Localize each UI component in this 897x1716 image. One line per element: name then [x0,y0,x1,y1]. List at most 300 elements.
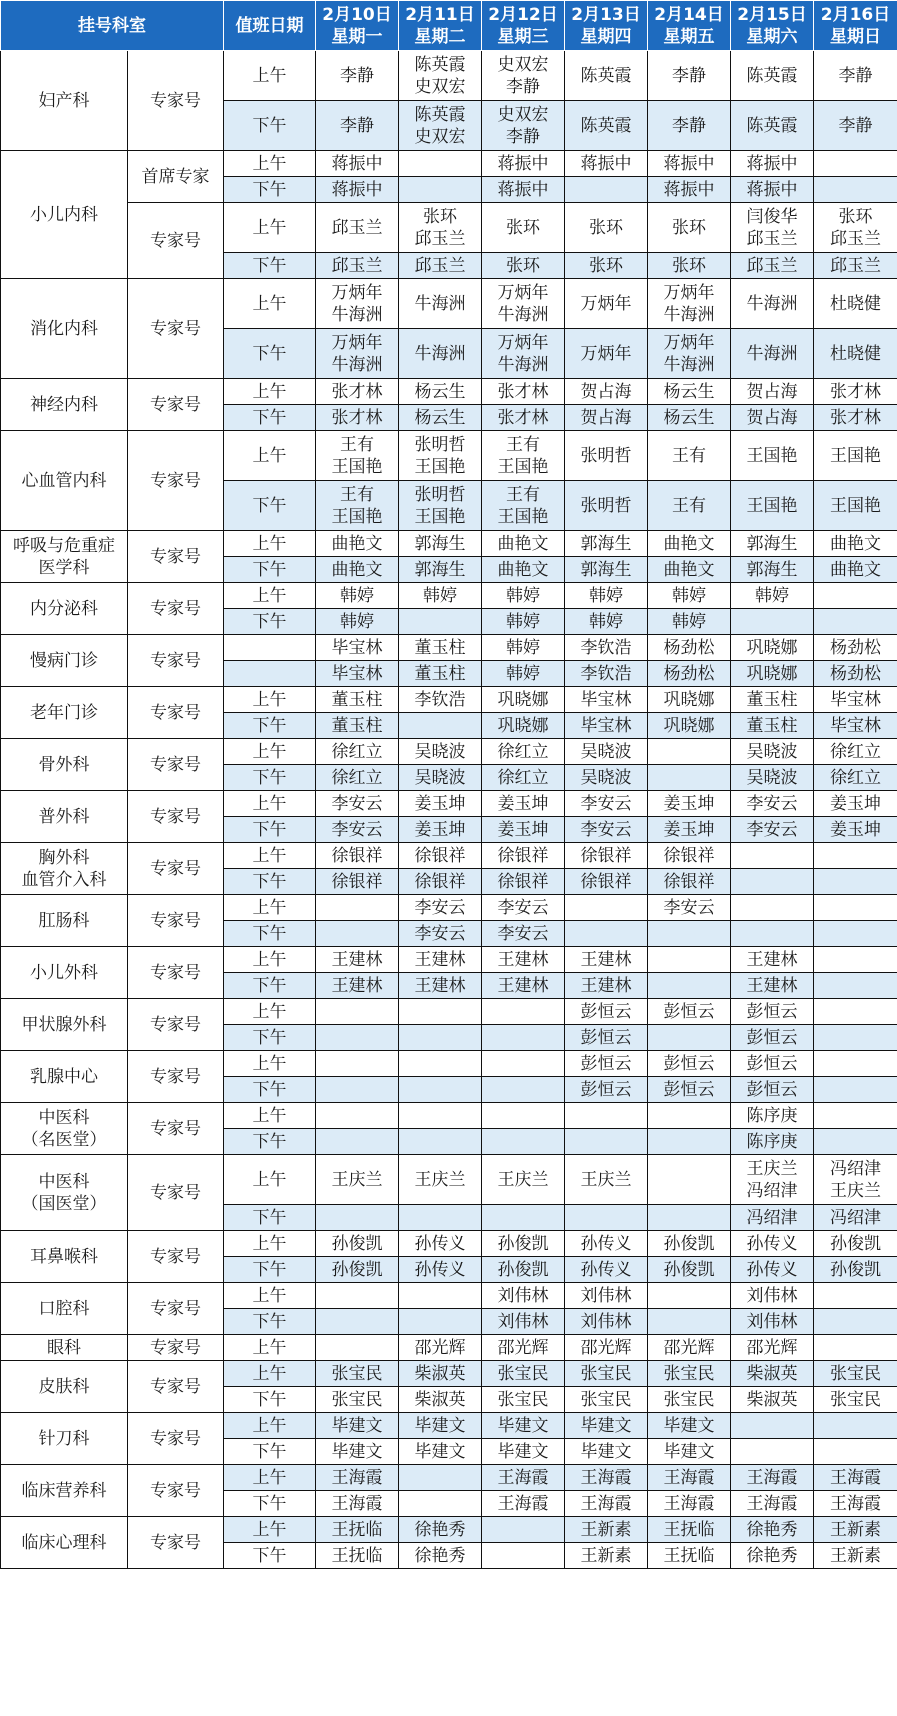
doctor-cell: 韩婷 [565,609,648,635]
doctor-cell: 孙俊凯 [648,1231,731,1257]
doctor-cell [482,1051,565,1077]
doctor-cell: 万炳年 牛海洲 [482,279,565,329]
doctor-cell: 万炳年 [565,279,648,329]
doctor-cell: 毕建文 [399,1439,482,1465]
day-header [482,1,565,51]
doctor-cell: 王建林 [731,947,814,973]
doctor-cell: 贺占海 [731,379,814,405]
doctor-cell: 王海霞 [565,1491,648,1517]
dept-name: 肛肠科 [1,895,128,947]
doctor-cell: 王有 王国艳 [482,481,565,531]
doctor-cell [731,1439,814,1465]
table-row [1,1413,897,1439]
doctor-cell: 王抚临 [316,1543,399,1569]
doctor-cell [648,1025,731,1051]
doctor-cell: 杨云生 [399,379,482,405]
dept-name: 小儿外科 [1,947,128,999]
doctor-cell: 孙传义 [399,1231,482,1257]
doctor-cell: 王建林 [316,947,399,973]
doctor-cell: 张宝民 [482,1361,565,1387]
doctor-cell: 杨劲松 [648,661,731,687]
day-header [648,1,731,51]
doctor-cell: 徐红立 [316,739,399,765]
schedule-body [1,51,897,1569]
doctor-cell: 董玉柱 [399,635,482,661]
doctor-cell [399,1129,482,1155]
period-cell: 下午 [224,405,316,431]
clinic-type: 专家号 [128,1361,224,1413]
day-weekday: 星期六 [746,26,798,47]
doctor-cell: 陈序庚 [731,1103,814,1129]
doctor-cell: 邱玉兰 [316,203,399,253]
doctor-cell [316,1025,399,1051]
doctor-cell: 姜玉坤 [648,817,731,843]
doctor-cell: 徐红立 [316,765,399,791]
doctor-cell: 蒋振中 [482,151,565,177]
doctor-cell [731,895,814,921]
doctor-cell: 张环 [565,253,648,279]
doctor-cell: 邵光辉 [482,1335,565,1361]
doctor-cell: 曲艳文 [814,531,897,557]
doctor-cell: 郭海生 [399,557,482,583]
doctor-cell: 韩婷 [316,609,399,635]
doctor-cell [482,1517,565,1543]
doctor-cell: 姜玉坤 [482,791,565,817]
doctor-cell: 孙传义 [399,1257,482,1283]
dept-name: 针刀科 [1,1413,128,1465]
doctor-cell: 王国艳 [731,481,814,531]
dept-name: 耳鼻喉科 [1,1231,128,1283]
doctor-cell [814,583,897,609]
doctor-cell: 邵光辉 [731,1335,814,1361]
table-row [1,895,897,921]
doctor-cell: 张环 [482,253,565,279]
doctor-cell: 李安云 [565,817,648,843]
doctor-cell: 王庆兰 [565,1155,648,1205]
doctor-cell: 杨劲松 [648,635,731,661]
period-cell: 下午 [224,1491,316,1517]
doctor-cell: 徐银祥 [399,869,482,895]
doctor-cell: 蒋振中 [565,151,648,177]
period-cell: 上午 [224,203,316,253]
clinic-type: 专家号 [128,51,224,151]
doctor-cell [316,1051,399,1077]
doctor-cell: 毕建文 [316,1439,399,1465]
doctor-cell: 万炳年 牛海洲 [316,279,399,329]
doctor-cell [565,921,648,947]
doctor-cell: 王海霞 [731,1491,814,1517]
doctor-cell: 蒋振中 [316,177,399,203]
day-header [399,1,482,51]
doctor-cell [648,1205,731,1231]
doctor-cell: 王庆兰 [399,1155,482,1205]
doctor-cell [565,1129,648,1155]
table-row [1,1465,897,1491]
doctor-cell: 邱玉兰 [399,253,482,279]
doctor-cell: 王新素 [814,1543,897,1569]
doctor-cell: 韩婷 [482,635,565,661]
doctor-cell [814,1077,897,1103]
doctor-cell: 张才林 [814,379,897,405]
table-row [1,791,897,817]
period-cell: 下午 [224,1257,316,1283]
doctor-cell [399,1205,482,1231]
doctor-cell: 万炳年 [565,329,648,379]
doctor-cell: 邱玉兰 [814,253,897,279]
doctor-cell: 牛海洲 [399,279,482,329]
doctor-cell: 毕建文 [482,1413,565,1439]
doctor-cell: 王新素 [565,1543,648,1569]
dept-name: 中医科 （国医堂） [1,1155,128,1231]
doctor-cell: 郭海生 [731,531,814,557]
doctor-cell: 张明哲 [565,481,648,531]
doctor-cell: 郭海生 [565,531,648,557]
doctor-cell [482,1025,565,1051]
doctor-cell: 韩婷 [482,661,565,687]
doctor-cell [814,999,897,1025]
doctor-cell: 贺占海 [731,405,814,431]
doctor-cell: 孙俊凯 [482,1231,565,1257]
doctor-cell: 蒋振中 [648,177,731,203]
doctor-cell: 毕建文 [482,1439,565,1465]
doctor-cell: 刘伟林 [565,1283,648,1309]
doctor-cell: 柴淑英 [399,1387,482,1413]
doctor-cell: 李安云 [648,895,731,921]
doctor-cell: 张宝民 [814,1361,897,1387]
day-date: 2月13日 [571,4,641,25]
clinic-type: 专家号 [128,1103,224,1155]
doctor-cell [648,739,731,765]
doctor-cell [814,895,897,921]
dept-name: 胸外科 血管介入科 [1,843,128,895]
doctor-cell [482,1103,565,1129]
doctor-cell [565,895,648,921]
doctor-cell: 孙俊凯 [316,1257,399,1283]
doctor-cell: 张宝民 [482,1387,565,1413]
doctor-cell: 徐银祥 [565,843,648,869]
doctor-cell: 吴晓波 [565,739,648,765]
doctor-cell: 彭恒云 [731,999,814,1025]
doctor-cell: 郭海生 [565,557,648,583]
doctor-cell: 郭海生 [731,557,814,583]
doctor-cell: 董玉柱 [731,713,814,739]
doctor-cell: 孙俊凯 [482,1257,565,1283]
doctor-cell: 王海霞 [316,1465,399,1491]
doctor-cell: 彭恒云 [731,1077,814,1103]
doctor-cell: 王建林 [399,973,482,999]
doctor-cell: 李安云 [399,921,482,947]
period-cell: 上午 [224,279,316,329]
period-cell: 上午 [224,1155,316,1205]
doctor-cell: 蒋振中 [731,151,814,177]
doctor-cell: 刘伟林 [731,1283,814,1309]
clinic-type: 专家号 [128,203,224,279]
doctor-cell: 张环 邱玉兰 [399,203,482,253]
doctor-cell [814,1283,897,1309]
doctor-cell: 李安云 [316,791,399,817]
period-cell: 下午 [224,765,316,791]
doctor-cell: 王抚临 [648,1543,731,1569]
dept-name: 口腔科 [1,1283,128,1335]
doctor-cell: 巩晓娜 [731,635,814,661]
doctor-cell: 姜玉坤 [399,791,482,817]
doctor-cell: 董玉柱 [399,661,482,687]
doctor-cell: 李安云 [731,791,814,817]
doctor-cell: 彭恒云 [565,1051,648,1077]
doctor-cell: 孙传义 [565,1257,648,1283]
doctor-cell [316,1335,399,1361]
doctor-cell: 张宝民 [648,1361,731,1387]
doctor-cell: 董玉柱 [316,687,399,713]
doctor-cell [814,609,897,635]
dept-name: 呼吸与危重症 医学科 [1,531,128,583]
doctor-cell: 徐银祥 [482,869,565,895]
day-date: 2月15日 [737,4,807,25]
table-row [1,999,897,1025]
doctor-cell: 冯绍津 [814,1205,897,1231]
doctor-cell: 陈英霞 [565,101,648,151]
table-row [1,203,897,253]
doctor-cell: 王建林 [316,973,399,999]
doctor-cell: 杨劲松 [814,661,897,687]
doctor-cell: 徐银祥 [316,869,399,895]
doctor-cell: 毕建文 [399,1413,482,1439]
doctor-cell: 韩婷 [731,583,814,609]
doctor-cell [316,1103,399,1129]
doctor-cell [814,1129,897,1155]
doctor-cell: 刘伟林 [731,1309,814,1335]
doctor-cell: 曲艳文 [316,531,399,557]
doctor-cell: 巩晓娜 [482,713,565,739]
doctor-cell: 毕建文 [316,1413,399,1439]
doctor-cell: 徐银祥 [399,843,482,869]
doctor-cell: 徐艳秀 [399,1517,482,1543]
doctor-cell: 王庆兰 [482,1155,565,1205]
doctor-cell [316,921,399,947]
doctor-cell: 刘伟林 [565,1309,648,1335]
doctor-cell [814,1103,897,1129]
dept-name: 甲状腺外科 [1,999,128,1051]
doctor-cell: 李钦浩 [565,661,648,687]
doctor-cell [648,765,731,791]
doctor-cell: 王建林 [565,947,648,973]
doctor-cell: 李安云 [399,895,482,921]
doctor-cell: 王庆兰 冯绍津 [731,1155,814,1205]
clinic-type: 专家号 [128,739,224,791]
dept-name: 中医科 （名医堂） [1,1103,128,1155]
doctor-cell: 万炳年 牛海洲 [316,329,399,379]
doctor-cell: 李安云 [731,817,814,843]
period-cell: 上午 [224,1051,316,1077]
day-date: 2月11日 [405,4,475,25]
doctor-cell [316,1077,399,1103]
period-cell: 上午 [224,791,316,817]
period-cell: 上午 [224,51,316,101]
doctor-cell: 王海霞 [648,1491,731,1517]
doctor-cell: 彭恒云 [731,1051,814,1077]
doctor-cell: 蒋振中 [648,151,731,177]
clinic-type: 专家号 [128,843,224,895]
doctor-cell: 曲艳文 [648,531,731,557]
doctor-cell [316,895,399,921]
doctor-cell: 杨云生 [648,405,731,431]
doctor-cell: 王国艳 [814,481,897,531]
dept-name: 心血管内科 [1,431,128,531]
clinic-type: 专家号 [128,531,224,583]
doctor-cell: 陈英霞 史双宏 [399,51,482,101]
doctor-cell: 李静 [814,51,897,101]
doctor-cell: 王有 [648,481,731,531]
period-cell: 下午 [224,1387,316,1413]
doctor-cell [731,843,814,869]
doctor-cell [316,1283,399,1309]
doctor-cell [814,1439,897,1465]
doctor-cell [814,1025,897,1051]
doctor-cell: 王海霞 [814,1465,897,1491]
doctor-cell: 王抚临 [648,1517,731,1543]
doctor-cell: 闫俊华 邱玉兰 [731,203,814,253]
table-row [1,1103,897,1129]
doctor-cell: 彭恒云 [648,1051,731,1077]
doctor-cell: 吴晓波 [731,739,814,765]
doctor-cell: 张环 [482,203,565,253]
doctor-cell: 巩晓娜 [731,661,814,687]
doctor-cell [731,869,814,895]
doctor-cell [814,869,897,895]
doctor-cell [814,177,897,203]
table-row [1,583,897,609]
doctor-cell: 张环 邱玉兰 [814,203,897,253]
period-cell: 上午 [224,531,316,557]
doctor-cell: 巩晓娜 [482,687,565,713]
doctor-cell: 牛海洲 [731,329,814,379]
doctor-cell [399,177,482,203]
doctor-cell: 韩婷 [648,609,731,635]
doctor-cell: 孙传义 [565,1231,648,1257]
doctor-cell: 王建林 [399,947,482,973]
doctor-cell [482,1129,565,1155]
doctor-cell: 徐艳秀 [731,1543,814,1569]
doctor-cell [399,713,482,739]
period-cell: 上午 [224,687,316,713]
day-header [565,1,648,51]
doctor-cell: 王海霞 [731,1465,814,1491]
period-cell: 上午 [224,1231,316,1257]
doctor-cell [648,1155,731,1205]
doctor-cell: 毕宝林 [316,635,399,661]
doctor-cell: 彭恒云 [648,999,731,1025]
doctor-cell: 王新素 [565,1517,648,1543]
doctor-cell: 孙俊凯 [648,1257,731,1283]
doctor-cell [482,1205,565,1231]
period-cell: 上午 [224,843,316,869]
doctor-cell: 王海霞 [482,1491,565,1517]
clinic-type: 专家号 [128,999,224,1051]
doctor-cell: 曲艳文 [482,557,565,583]
doctor-cell: 韩婷 [648,583,731,609]
doctor-cell: 彭恒云 [565,1077,648,1103]
period-cell: 下午 [224,921,316,947]
clinic-type: 专家号 [128,379,224,431]
table-row [1,1283,897,1309]
doctor-cell: 孙俊凯 [814,1257,897,1283]
clinic-type: 专家号 [128,947,224,999]
doctor-cell [482,1543,565,1569]
doctor-cell: 姜玉坤 [648,791,731,817]
doctor-cell [399,1103,482,1129]
doctor-cell: 徐银祥 [482,843,565,869]
doctor-cell: 张宝民 [565,1361,648,1387]
day-weekday: 星期日 [830,26,881,47]
doctor-cell [316,1309,399,1335]
doctor-cell: 王庆兰 [316,1155,399,1205]
period-cell: 上午 [224,1103,316,1129]
doctor-cell: 张宝民 [648,1387,731,1413]
doctor-cell [565,177,648,203]
day-date: 2月12日 [488,4,558,25]
doctor-cell: 毕宝林 [814,687,897,713]
doctor-cell: 吴晓波 [565,765,648,791]
doctor-cell [648,1103,731,1129]
doctor-cell: 李安云 [482,921,565,947]
table-row [1,739,897,765]
clinic-type: 专家号 [128,1231,224,1283]
doctor-cell: 王海霞 [814,1491,897,1517]
doctor-cell: 陈英霞 [731,51,814,101]
doctor-cell: 韩婷 [482,583,565,609]
doctor-cell: 吴晓波 [731,765,814,791]
doctor-cell: 姜玉坤 [399,817,482,843]
doctor-cell: 李静 [648,101,731,151]
day-date: 2月14日 [654,4,724,25]
clinic-type: 专家号 [128,1335,224,1361]
doctor-cell: 王建林 [565,973,648,999]
doctor-cell: 毕建文 [565,1439,648,1465]
doctor-cell: 邱玉兰 [316,253,399,279]
dept-name: 消化内科 [1,279,128,379]
doctor-cell [648,1283,731,1309]
period-cell: 下午 [224,177,316,203]
period-cell: 下午 [224,253,316,279]
period-cell: 下午 [224,713,316,739]
period-cell: 下午 [224,1543,316,1569]
clinic-type: 专家号 [128,895,224,947]
clinic-type: 专家号 [128,279,224,379]
doctor-cell [814,843,897,869]
doctor-cell: 邱玉兰 [731,253,814,279]
period-cell [224,635,316,661]
dept-name: 慢病门诊 [1,635,128,687]
doctor-cell: 徐红立 [482,739,565,765]
doctor-cell [399,151,482,177]
doctor-cell: 韩婷 [316,583,399,609]
period-cell: 下午 [224,1077,316,1103]
period-cell: 下午 [224,609,316,635]
dept-name: 神经内科 [1,379,128,431]
clinic-type: 专家号 [128,431,224,531]
doctor-cell: 姜玉坤 [482,817,565,843]
dept-name: 老年门诊 [1,687,128,739]
table-row [1,687,897,713]
doctor-cell: 史双宏 李静 [482,101,565,151]
doctor-cell: 李静 [648,51,731,101]
doctor-cell: 张明哲 王国艳 [399,481,482,531]
doctor-cell: 毕宝林 [565,713,648,739]
doctor-cell: 曲艳文 [482,531,565,557]
period-cell: 上午 [224,739,316,765]
doctor-cell: 杜晓健 [814,279,897,329]
doctor-cell [399,1465,482,1491]
